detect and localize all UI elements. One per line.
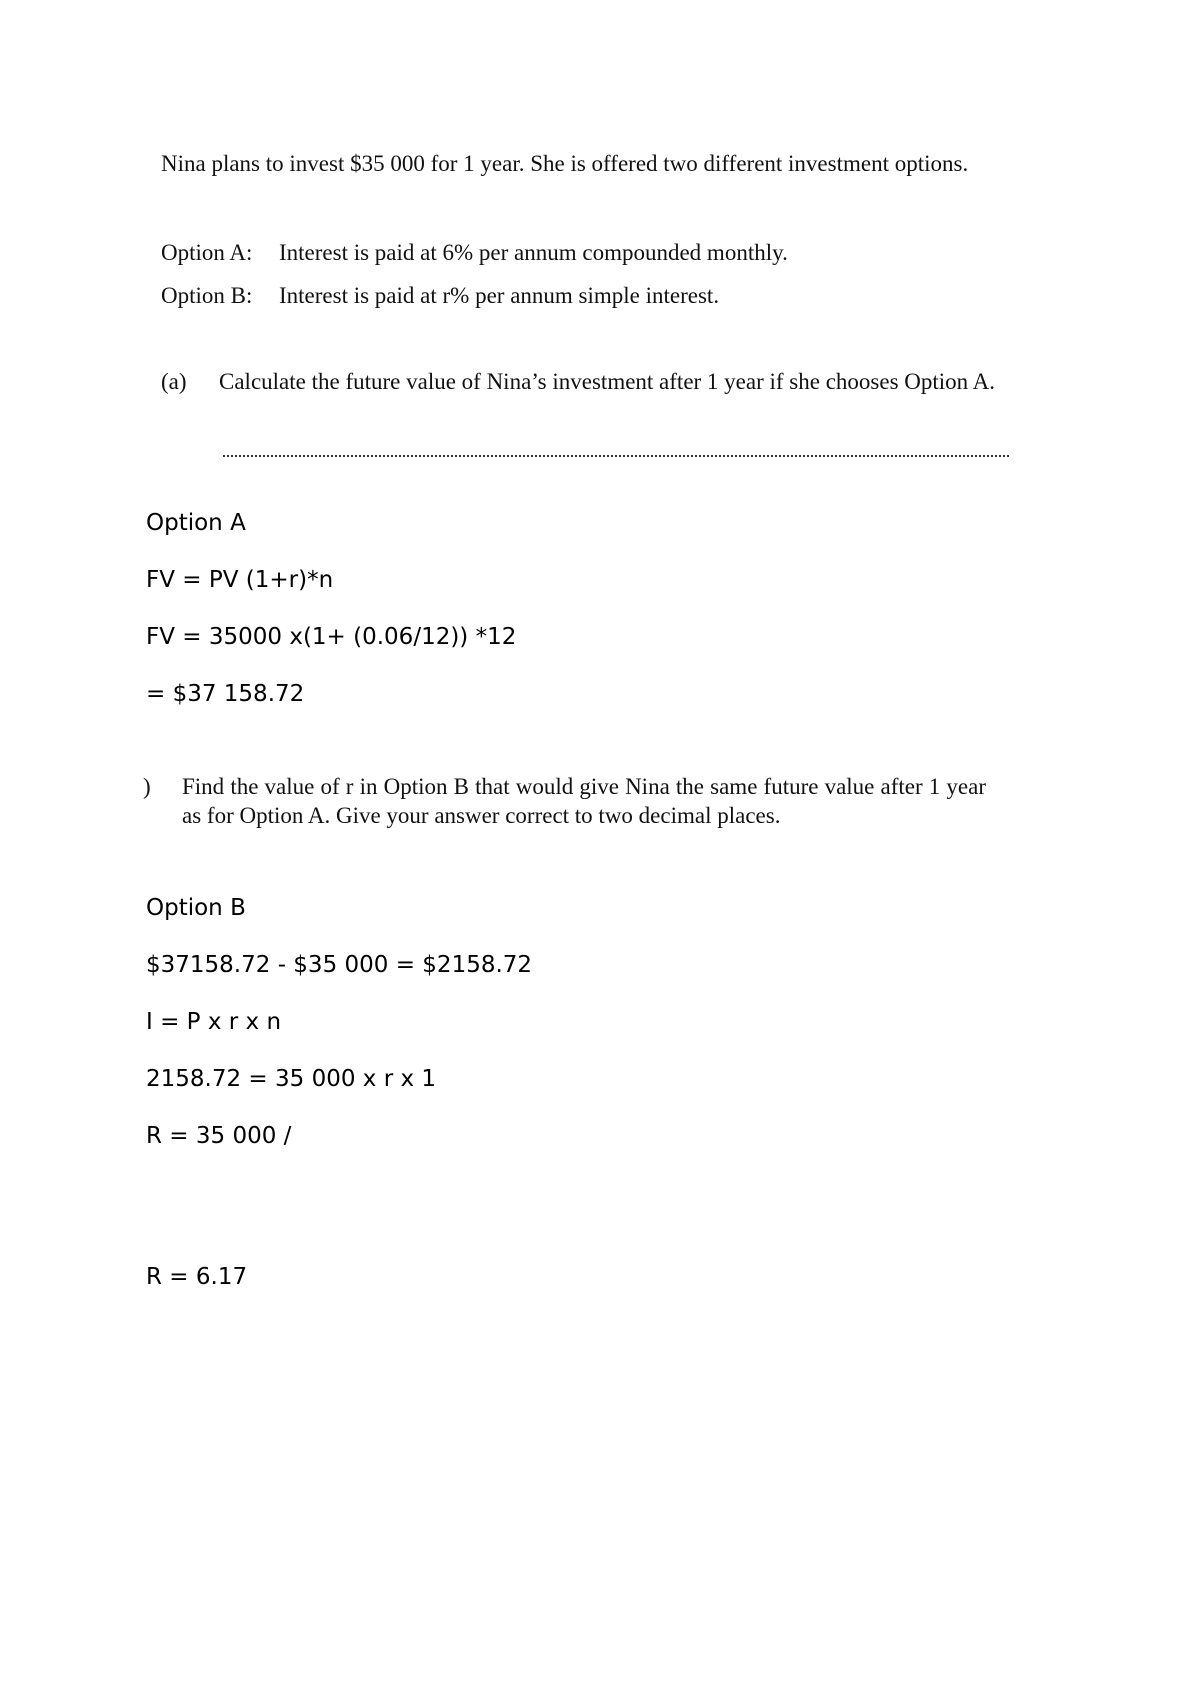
answer-b-result: R = 6.17 xyxy=(146,1264,248,1290)
answer-a-result: = $37 158.72 xyxy=(146,681,305,707)
answer-b-rearranged: R = 35 000 / xyxy=(146,1123,292,1149)
option-a-label: Option A: xyxy=(161,240,253,265)
part-a-text: Calculate the future value of Nina’s investment after 1 year if she chooses Option A. xyxy=(219,369,996,394)
option-b-label: Option B: xyxy=(161,283,253,308)
option-b-text: Interest is paid at r% per annum simple interest. xyxy=(279,283,720,308)
part-b-text: Find the value of r in Option B that would give Nina the same future value after 1 year as for Option A. Give your answer correct to two decimal places. xyxy=(182,774,986,828)
answer-b-substitution: 2158.72 = 35 000 x r x 1 xyxy=(146,1066,437,1092)
option-b-row xyxy=(161,281,1009,310)
part-b-number: ) xyxy=(143,774,151,799)
option-a-text: Interest is paid at 6% per annum compounded monthly. xyxy=(279,240,788,265)
answer-b-heading: Option B xyxy=(146,895,246,921)
answer-a-formula: FV = PV (1+r)*n xyxy=(146,567,334,593)
answer-b-interest: $37158.72 - $35 000 = $2158.72 xyxy=(146,952,533,978)
answer-b-formula: I = P x r x n xyxy=(146,1009,282,1035)
option-a-row xyxy=(161,238,1009,267)
part-a-number: (a) xyxy=(161,369,187,394)
answer-a-heading: Option A xyxy=(146,510,246,536)
answer-dotted-line xyxy=(223,455,1009,457)
answer-a-substitution: FV = 35000 x(1+ (0.06/12)) *12 xyxy=(146,624,517,650)
question-intro: Nina plans to invest $35 000 for 1 year. She is offered two different investment options. xyxy=(161,151,969,176)
